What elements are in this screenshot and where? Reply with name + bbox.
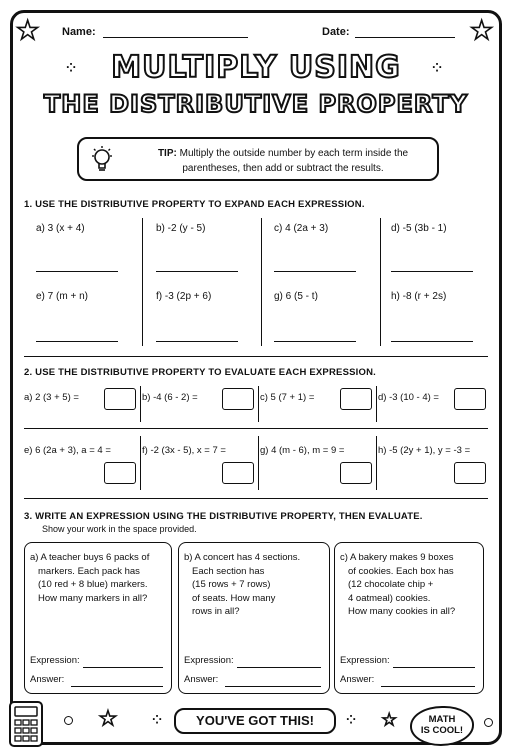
problem-text: b) A concert has 4 sections. [184, 552, 301, 563]
problem-text: c) A bakery makes 9 boxes [340, 552, 454, 563]
problem-text: rows in all? [192, 606, 240, 617]
star-icon: ★ [470, 16, 494, 46]
problem-expression: g) 6 (5 - t) [274, 291, 318, 302]
star-icon: ★ [382, 710, 397, 729]
answer-line[interactable] [156, 271, 238, 272]
column-divider [376, 386, 377, 422]
problem-expression: f) -2 (3x - 5), x = 7 = [142, 445, 226, 456]
date-field[interactable] [355, 37, 455, 38]
problem-expression: e) 7 (m + n) [36, 291, 88, 302]
problem-expression: b) -4 (6 - 2) = [142, 392, 198, 403]
expression-line[interactable] [393, 667, 475, 668]
problem-text: (10 red + 8 blue) markers. [38, 579, 148, 590]
problem-text: (12 chocolate chip + [348, 579, 434, 590]
answer-box[interactable] [454, 388, 486, 410]
problem-text: a) A teacher buys 6 packs of [30, 552, 150, 563]
section3-heading: 3. WRITE AN EXPRESSION USING THE DISTRIBUTIVE PROPERTY, THEN EVALUATE. [24, 511, 423, 522]
expression-label: Expression: [340, 655, 390, 666]
expression-line[interactable] [237, 667, 321, 668]
circle-doodle-icon [64, 716, 73, 725]
circle-doodle-icon [484, 718, 493, 727]
problem-text: (15 rows + 7 rows) [192, 579, 271, 590]
problem-text: of seats. How many [192, 592, 276, 604]
problem-expression: d) -3 (10 - 4) = [378, 392, 439, 403]
problem-text: How many cookies in all? [348, 606, 456, 617]
problem-expression: c) 5 (7 + 1) = [260, 392, 315, 403]
column-divider [142, 218, 143, 346]
word-problem-card [24, 542, 172, 694]
star-icon: ★ [99, 706, 117, 730]
answer-line[interactable] [156, 341, 238, 342]
answer-line[interactable] [391, 271, 473, 272]
calculator-icon [6, 700, 46, 748]
sparkle-icon: ⁘ [152, 713, 163, 727]
sparkle-icon: ⁘ [346, 713, 357, 727]
problem-expression: g) 4 (m - 6), m = 9 = [260, 445, 345, 456]
word-problem-card [334, 542, 484, 694]
problem-text: Each section has [192, 565, 265, 577]
problem-text: markers. Each pack has [38, 565, 140, 577]
answer-label: Answer: [184, 674, 219, 685]
answer-box[interactable] [104, 462, 136, 484]
badge-line2: IS COOL! [420, 725, 464, 736]
page-title-line2: THE DISTRIBUTIVE PROPERTY [43, 90, 469, 118]
divider [24, 356, 488, 357]
problem-expression: h) -5 (2y + 1), y = -3 = [378, 445, 471, 456]
word-problem-card [178, 542, 330, 694]
expression-line[interactable] [83, 667, 163, 668]
date-label: Date: [322, 26, 350, 38]
answer-line[interactable] [391, 341, 473, 342]
column-divider [140, 436, 141, 490]
sparkle-icon: ⁘ [432, 61, 443, 75]
divider [24, 428, 488, 429]
problem-text: of cookies. Each box has [348, 565, 454, 577]
problem-expression: b) -2 (y - 5) [156, 223, 206, 234]
expression-label: Expression: [184, 655, 234, 666]
tip-label: TIP: [157, 148, 177, 159]
name-field[interactable] [103, 37, 248, 38]
answer-box[interactable] [104, 388, 136, 410]
answer-box[interactable] [340, 388, 372, 410]
answer-line[interactable] [71, 686, 163, 687]
divider [24, 498, 488, 499]
answer-line[interactable] [274, 271, 356, 272]
column-divider [258, 436, 259, 490]
problem-expression: f) -3 (2p + 6) [156, 291, 212, 302]
problem-text: 4 oatmeal) cookies. [348, 592, 431, 604]
badge-line1: MATH [428, 714, 456, 726]
star-icon: ★ [16, 16, 40, 46]
answer-line[interactable] [225, 686, 321, 687]
section2-heading: 2. USE THE DISTRIBUTIVE PROPERTY TO EVALUATE EACH EXPRESSION. [24, 367, 376, 378]
column-divider [140, 386, 141, 422]
problem-expression: e) 6 (2a + 3), a = 4 = [24, 445, 111, 456]
answer-line[interactable] [274, 341, 356, 342]
problem-expression: h) -8 (r + 2s) [391, 291, 447, 302]
section3-subheading: Show your work in the space provided. [42, 524, 197, 534]
page-title-line1: MULTIPLY USING [111, 50, 401, 85]
answer-line[interactable] [36, 271, 118, 272]
expression-label: Expression: [30, 655, 80, 666]
problem-expression: a) 3 (x + 4) [36, 223, 85, 234]
answer-label: Answer: [30, 674, 65, 685]
section1-heading: 1. USE THE DISTRIBUTIVE PROPERTY TO EXPAND EACH EXPRESSION. [24, 199, 365, 210]
column-divider [258, 386, 259, 422]
problem-expression: d) -5 (3b - 1) [391, 223, 447, 234]
answer-box[interactable] [454, 462, 486, 484]
answer-box[interactable] [340, 462, 372, 484]
column-divider [376, 436, 377, 490]
sparkle-icon: ⁘ [66, 61, 77, 75]
answer-line[interactable] [36, 341, 118, 342]
answer-line[interactable] [381, 686, 475, 687]
name-label: Name: [62, 26, 96, 38]
column-divider [261, 218, 262, 346]
answer-label: Answer: [340, 674, 375, 685]
lightbulb-icon [90, 145, 114, 177]
column-divider [380, 218, 381, 346]
problem-expression: a) 2 (3 + 5) = [24, 392, 79, 403]
tip-box [77, 137, 439, 181]
answer-box[interactable] [222, 388, 254, 410]
problem-text: How many markers in all? [38, 592, 148, 604]
answer-box[interactable] [222, 462, 254, 484]
problem-expression: c) 4 (2a + 3) [274, 223, 329, 234]
tip-text: Multiply the outside number by each term inside the parentheses, then add or subtract the results. [179, 148, 409, 174]
encouragement-banner: YOU'VE GOT THIS! [174, 708, 336, 734]
